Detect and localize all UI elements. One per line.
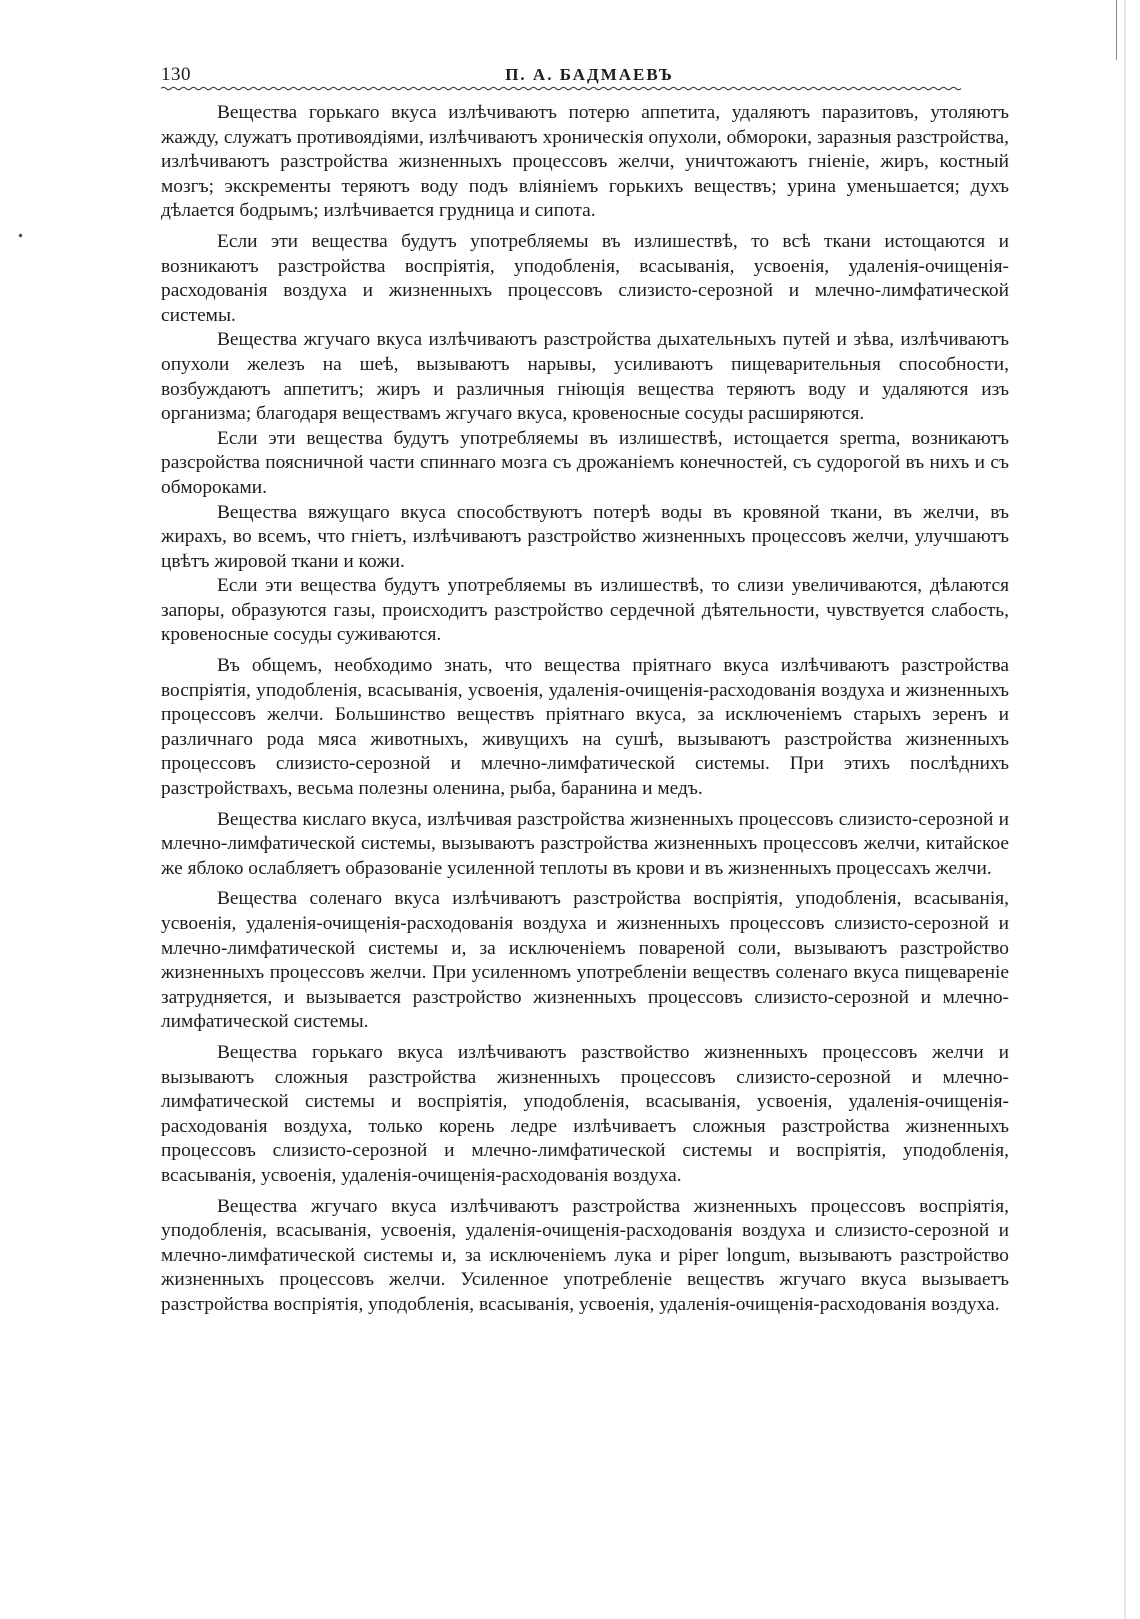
paragraph-pungent-complex: Вещества жгучаго вкуса излѣчиваютъ разстройства жизненныхъ процессовъ воспріятія, уподобленія, всасыванія, усвоенія, удаленія-очищенія-расходованія воздуха и слизисто-серозной и млечно-лимфатической системы и, за исключеніемъ лука и piper longum, вызываютъ разстройство жизненныхъ процессовъ желчи. Усиленное употребленіе веществъ жгучаго вкуса вызываетъ разстройства воспріятія, уподобленія, всасыванія, усвоенія, удаленія-очищенія-расходованія воздуха. — [161, 1195, 1009, 1315]
header-wavy-rule — [161, 86, 1013, 91]
paragraph-pungent-excess: Если эти вещества будутъ употребляемы въ излишествѣ, истощается sperma, возникаютъ разсройства поясничной части спиннаго мозга съ дрожаніемъ конечностей, съ судорогой въ нихъ и съ обмороками. — [161, 427, 1009, 498]
stray-ink-mark — [18, 233, 22, 237]
paragraph-bitter-excess: Если эти вещества будутъ употребляемы въ излишествѣ, то всѣ ткани истощаются и возникаютъ разстройства воспріятія, уподобленія, всасыванія, усвоенія, удаленія-очищенія-расходованія воздуха и жизненныхъ процессовъ слизисто-серозной и млечно-лимфатической системы. — [161, 230, 1009, 326]
paragraph-astringent-excess: Если эти вещества будутъ употребляемы въ излишествѣ, то слизи увеличиваются, дѣлаются запоры, образуются газы, происходитъ разстройство сердечной дѣятельности, чувствуется слабость, кровеносные сосуды суживаются. — [161, 575, 1009, 646]
paragraph-bitter-complex: Вещества горькаго вкуса излѣчиваютъ разствойство жизненныхъ процессовъ желчи и вызываютъ сложныя разстройства жизненныхъ процессовъ слизисто-серозной и млечнолимфатической системы и воспріятія, уподобленія, всасыванія, усвоенія, удаленія-очищенія-расходованія воздуха, только корень ледре излѣчиваетъ сложныя разстройства жизненныхъ процессовъ слизисто-серозной и млечно-лимфатической системы и воспріятія, уподобленія, всасыванія, усвоенія, удаленія-очищенія-расходованія воздуха. — [161, 1041, 1009, 1186]
page-number: 130 — [161, 64, 191, 85]
paragraph-sweet-taste: Въ общемъ, необходимо знать, что вещества пріятнаго вкуса излѣчиваютъ разстройства воспріятія, уподобленія, всасыванія, усвоенія, удаленія-очищенія-расходованія воздуха и жизненныхъ процессовъ желчи. Большинство веществъ пріятнаго вкуса, за исключеніемъ старыхъ зеренъ и различнаго рода мяса животныхъ, живущихъ на сушѣ, вызываютъ разстройства жизненныхъ процессовъ слизисто-серозной и млечно-лимфатической системы. При этихъ послѣднихъ разстройствахъ, весьма полезны оленина, рыба, баранина и медъ. — [161, 655, 1009, 800]
paragraph-salty-taste: Вещества соленаго вкуса излѣчиваютъ разстройства воспріятія, уподобленія, всасыванія, усвоенія, удаленія-очищенія-расходованія воздуха и жизненныхъ процессовъ слизисто-серозной и млечно-лимфатической системы и, за исключеніемъ повареной соли, вызываютъ разстройство жизненныхъ процессовъ желчи. При усиленномъ употребленіи веществъ соленаго вкуса пищевареніе затрудняется, и вызывается разстройство жизненныхъ процессовъ слизисто-серозной и млечно-лимфатической системы. — [161, 888, 1009, 1033]
paragraph-astringent-taste: Вещества вяжущаго вкуса способствуютъ потерѣ воды въ кровяной ткани, въ желчи, въ жирахъ, во всемъ, что гніетъ, излѣчиваютъ разстройство жизненныхъ процессовъ желчи, улучшаютъ цвѣтъ жировой ткани и кожи. — [161, 501, 1009, 572]
body-text — [161, 101, 1009, 1318]
scan-edge-mark — [1116, 0, 1117, 60]
page-edge-shadow — [1124, 0, 1126, 1619]
running-head — [161, 63, 1018, 87]
paragraph-sour-taste: Вещества кислаго вкуса, излѣчивая разстройства жизненныхъ процессовъ слизисто-серозной и млечно-лимфатической системы, вызываютъ разстройства жизненныхъ процессовъ желчи, китайское же яблоко ослабляетъ образованіе усиленной теплоты въ крови и въ жизненныхъ процессахъ желчи. — [161, 808, 1009, 879]
paragraph-bitter-taste: Вещества горькаго вкуса излѣчиваютъ потерю аппетита, удаляютъ паразитовъ, утоляютъ жажду, служатъ противоядіями, излѣчиваютъ хроническія опухоли, обмороки, заразныя разстройства, излѣчиваютъ разстройства жизненныхъ процессовъ желчи, уничтожаютъ гніеніе, жиръ, костный мозгъ; экскременты теряютъ воду подъ вліяніемъ горькихъ веществъ; урина уменьшается; духъ дѣлается бодрымъ; излѣчивается грудница и сипота. — [161, 102, 1009, 222]
paragraph-pungent-taste: Вещества жгучаго вкуса излѣчиваютъ разстройства дыхательныхъ путей и зѣва, излѣчиваютъ опухоли железъ на шеѣ, вызываютъ нарывы, усиливаютъ пищеварительныя способности, возбуждаютъ аппетитъ; жиръ и различныя гніющія вещества теряютъ воду и удаляются изъ организма; благодаря веществамъ жгучаго вкуса, кровеносные сосуды расширяются. — [161, 329, 1009, 425]
running-head-author: П. А. БАДМАЕВЪ — [505, 65, 674, 84]
